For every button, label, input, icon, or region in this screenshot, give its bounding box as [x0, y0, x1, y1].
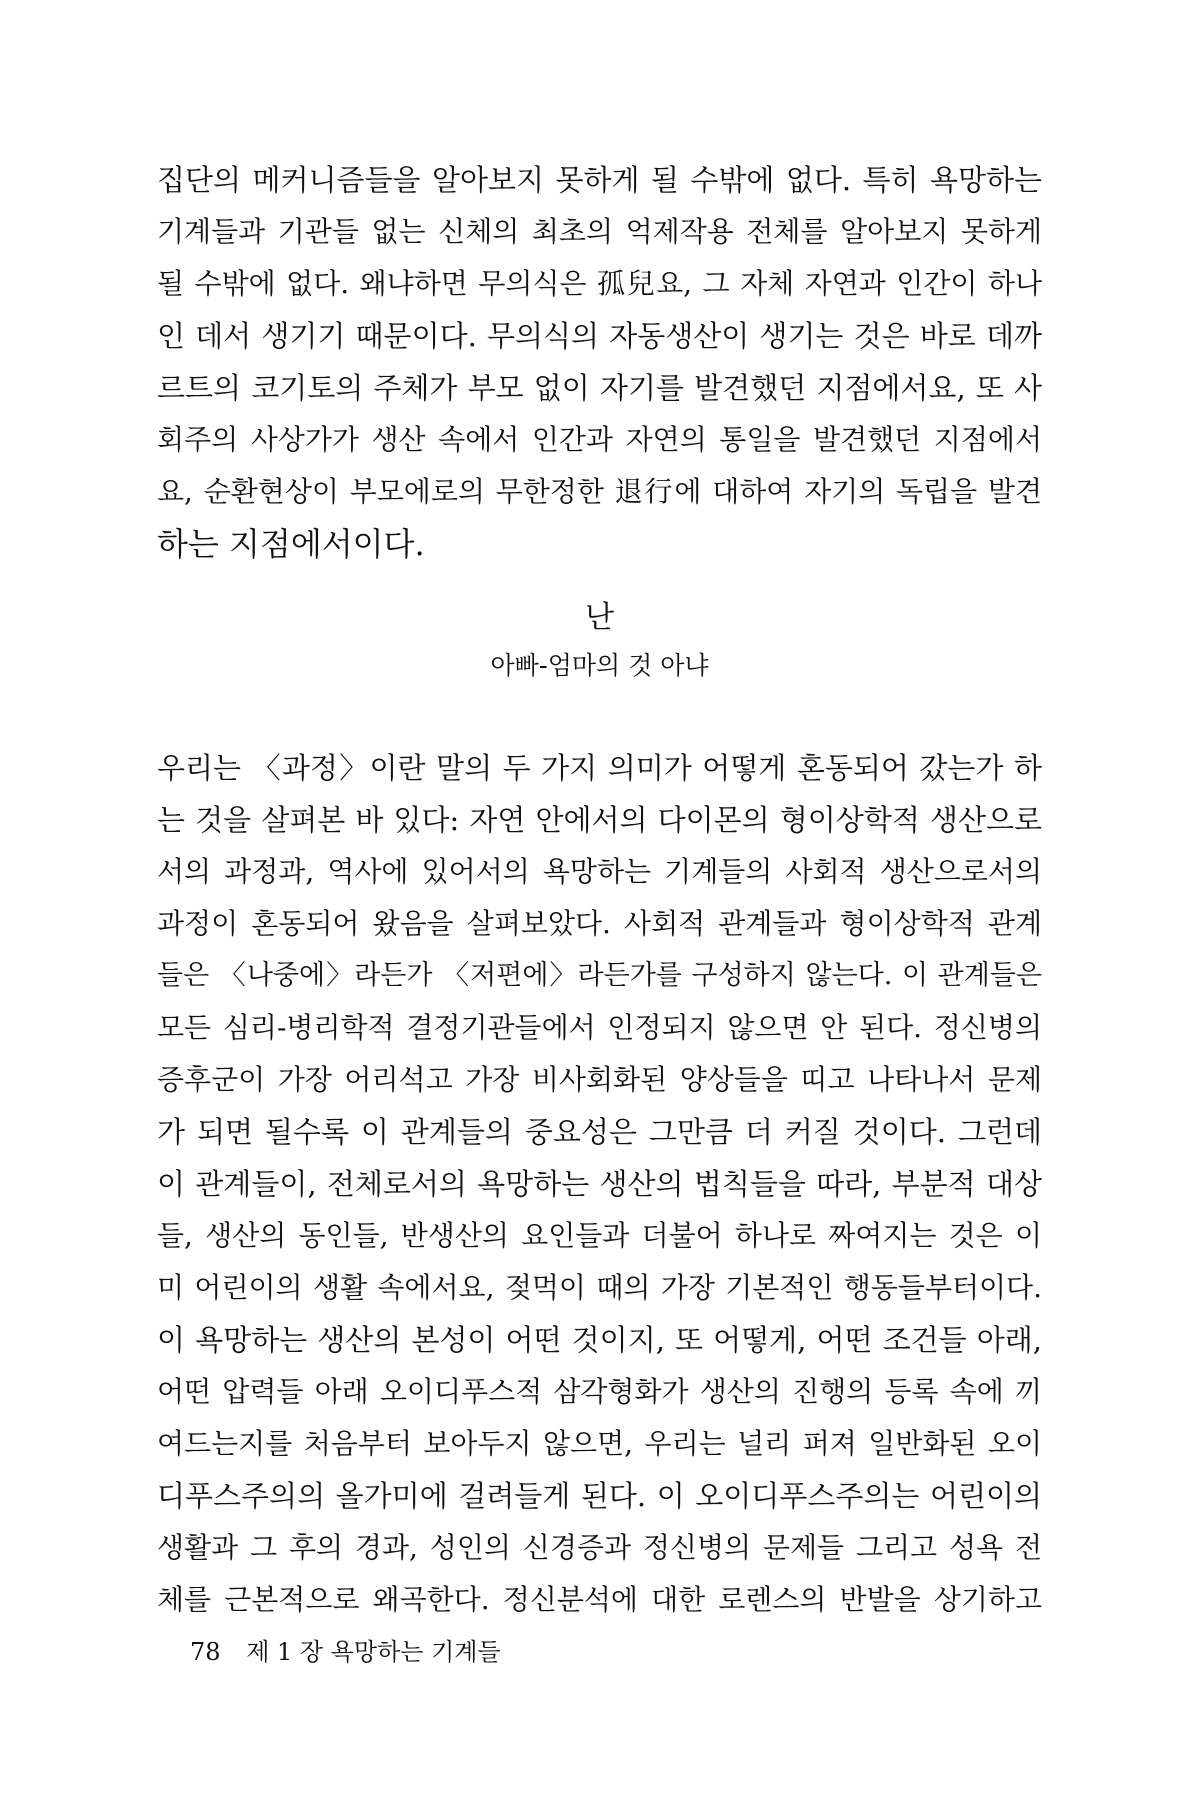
text-line: 는 것을 살펴본 바 있다: 자연 안에서의 다이몬의 형이상학적 생산으로: [157, 803, 1042, 837]
text-line: 회주의 사상가가 생산 속에서 인간과 자연의 통일을 발견했던 지점에서: [157, 423, 1042, 456]
text-line: 기계들과 기관들 없는 신체의 최초의 억제작용 전체를 알아보지 못하게: [157, 215, 1042, 248]
text-line: 이 관계들이, 전체로서의 욕망하는 생산의 법칙들을 따라, 부분적 대상: [157, 1167, 1042, 1201]
section-marker: 난: [585, 600, 614, 635]
text-line: 들은 〈나중에〉라든가 〈저편에〉라든가를 구성하지 않는다. 이 관계들은: [157, 960, 1042, 991]
text-line: 어떤 압력들 아래 오이디푸스적 삼각형화가 생산의 진행의 등록 속에 끼: [157, 1375, 1042, 1408]
text-line: 체를 근본적으로 왜곡한다. 정신분석에 대한 로렌스의 반발을 상기하고: [157, 1583, 1042, 1616]
text-line: 증후군이 가장 어리석고 가장 비사회화된 양상들을 띠고 나타나서 문제: [157, 1063, 1042, 1096]
text-line: 이 욕망하는 생산의 본성이 어떤 것이지, 또 어떻게, 어떤 조건들 아래,: [157, 1323, 1042, 1357]
text-line: 될 수밖에 없다. 왜냐하면 무의식은 孤兒요, 그 자체 자연과 인간이 하나: [157, 267, 1042, 300]
text-line: 하는 지점에서이다.: [157, 525, 425, 563]
text-line: 우리는 〈과정〉이란 말의 두 가지 의미가 어떻게 혼동되어 갔는가 하: [157, 751, 1042, 785]
text-line: 과정이 혼동되어 왔음을 살펴보았다. 사회적 관계들과 형이상학적 관계: [157, 907, 1042, 940]
text-line: 가 되면 될수록 이 관계들의 중요성은 그만큼 더 커질 것이다. 그런데: [157, 1115, 1042, 1149]
text-line: 집단의 메커니즘들을 알아보지 못하게 될 수밖에 없다. 특히 욕망하는: [157, 163, 1042, 197]
text-line: 여드는지를 처음부터 보아두지 않으면, 우리는 널리 퍼져 일반화된 오이: [157, 1427, 1042, 1460]
page-footer: [190, 1636, 501, 1668]
text-line: 생활과 그 후의 경과, 성인의 신경증과 정신병의 문제들 그리고 성욕 전: [157, 1531, 1042, 1564]
paragraph-2: [157, 742, 1042, 1626]
text-line: 서의 과정과, 역사에 있어서의 욕망하는 기계들의 사회적 생산으로서의: [157, 855, 1042, 888]
text-line: 인 데서 생기기 때문이다. 무의식의 자동생산이 생기는 것은 바로 데까: [157, 319, 1042, 353]
page-number: 78: [190, 1638, 221, 1666]
text-line: 들, 생산의 동인들, 반생산의 요인들과 더불어 하나로 짜여지는 것은 이: [157, 1219, 1042, 1252]
paragraph-1: [157, 154, 1042, 570]
text-line: 르트의 코기토의 주체가 부모 없이 자기를 발견했던 지점에서요, 또 사: [157, 371, 1042, 405]
running-chapter-title: 제 1 장 욕망하는 기계들: [246, 1638, 501, 1666]
text-line: 요, 순환현상이 부모에로의 무한정한 退行에 대하여 자기의 독립을 발견: [157, 475, 1042, 508]
text-line: 디푸스주의의 올가미에 걸려들게 된다. 이 오이디푸스주의는 어린이의: [157, 1479, 1042, 1513]
text-line: 모든 심리-병리학적 결정기관들에서 인정되지 않으면 안 된다. 정신병의: [157, 1011, 1042, 1044]
text-line: 미 어린이의 생활 속에서요, 젖먹이 때의 가장 기본적인 행동들부터이다.: [157, 1271, 1042, 1304]
section-title: 아빠-엄마의 것 아냐: [490, 651, 709, 680]
